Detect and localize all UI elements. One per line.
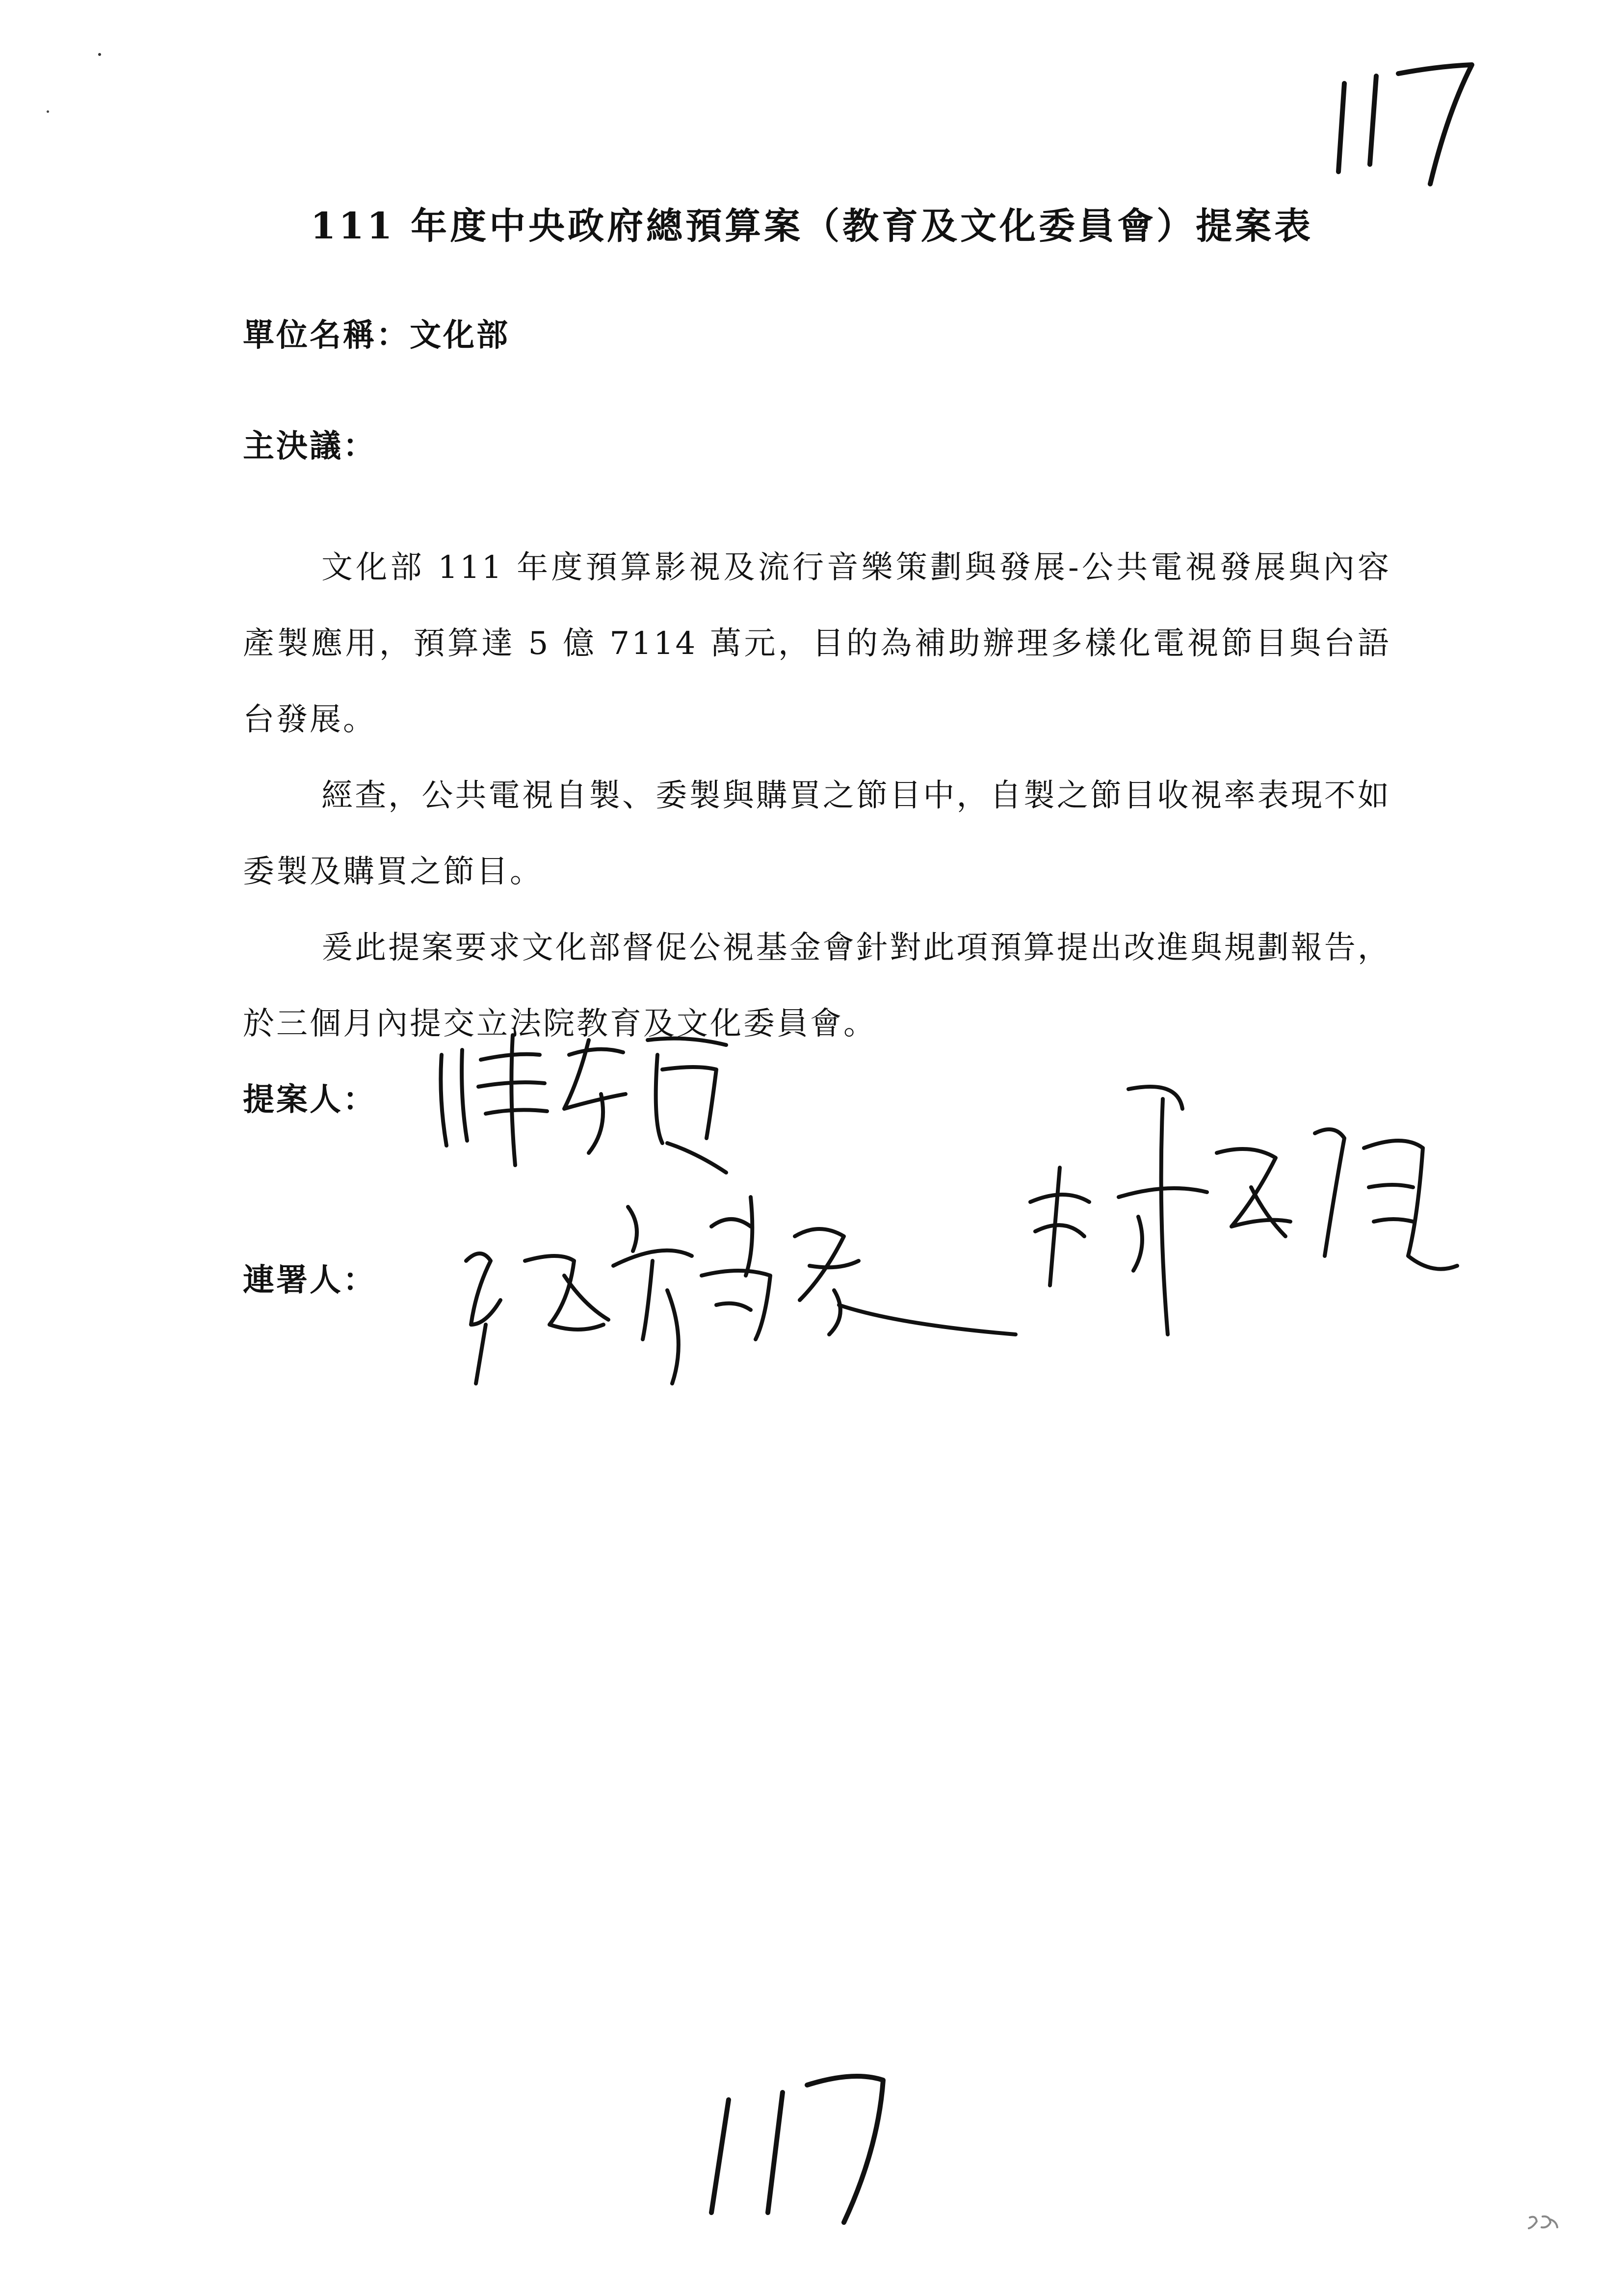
- cosigner-signature-1: [456, 1177, 1021, 1398]
- handwritten-page-number-top: [1325, 54, 1482, 186]
- cosigner-signature-2: [1021, 1070, 1462, 1344]
- form-title: 111 年度中央政府總預算案（教育及文化委員會）提案表: [310, 205, 1314, 247]
- faint-stamp-mark: [1526, 2213, 1560, 2232]
- resolution-paragraph: 經查，公共電視自製、委製與購買之節目中，自製之節目收視率表現不如委製及購買之節目。: [243, 778, 1391, 890]
- handwritten-page-number-bottom: [697, 2065, 903, 2227]
- proposer-label: 提案人：: [243, 1081, 376, 1118]
- resolution-paragraph: 爰此提案要求文化部督促公視基金會針對此項預算提出改進與規劃報告，於三個月內提交立法院教育及文化委員會。: [243, 930, 1391, 1042]
- cosigners-label: 連署人：: [243, 1262, 376, 1299]
- resolution-label: 主決議：: [243, 428, 376, 465]
- unit-row: [243, 310, 510, 355]
- resolution-body: [243, 530, 1391, 1062]
- scan-speck: [47, 110, 49, 113]
- unit-label: 單位名稱：: [243, 317, 410, 354]
- proposer-signature: [432, 1025, 736, 1173]
- scan-speck: [98, 53, 101, 56]
- resolution-paragraph: 文化部 111 年度預算影視及流行音樂策劃與發展-公共電視發展與內容產製應用，預算達 5 億 7114 萬元，目的為補助辦理多樣化電視節目與台語台發展。: [243, 549, 1391, 738]
- unit-value: 文化部: [410, 317, 510, 354]
